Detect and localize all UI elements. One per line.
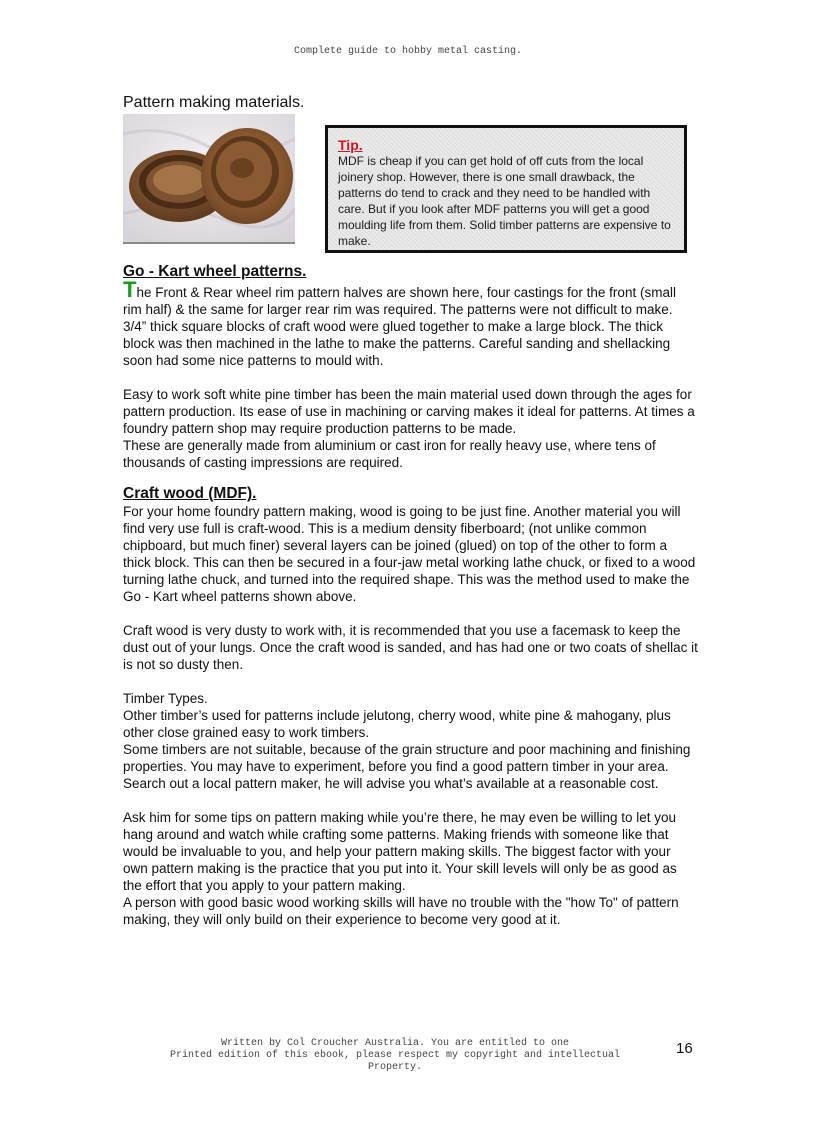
- footer-line-2: Printed edition of this ebook, please respect my copyright and intellectual: [169, 1050, 621, 1061]
- footer-line-1: Written by Col Croucher Australia. You are entitled to one: [220, 1038, 570, 1049]
- footer-copyright: [130, 1038, 660, 1074]
- pattern-photo: [123, 114, 295, 244]
- drop-cap: T: [123, 277, 137, 302]
- tip-box: [325, 125, 687, 253]
- gokart-paragraph-2: Easy to work soft white pine timber has been the main material used down through the ages for pattern production. Its ease of use in machining or carving makes it ideal for patterns. At times a foundry pattern shop may require production patterns to be made.: [123, 387, 695, 436]
- craftwood-paragraph-1: For your home foundry pattern making, wood is going to be just fine. Another material you will find very use full is craft-wood. This is a medium density fiberboard; (not unlike common chipboard, but much finer) several layers can be joined (glued) on top of the other to form a thick block. This can then be secured in a four-jaw metal working lathe chuck, or fixed to a wood turning lathe chuck, and turned into the required shape. This was the method used to make the Go - Kart wheel patterns shown above.: [123, 504, 696, 604]
- craftwood-paragraph-2: Craft wood is very dusty to work with, it is recommended that you use a facemask to keep the dust out of your lungs. Once the craft wood is sanded, and has had one or two coats of shellac it is not so dusty then.: [123, 623, 698, 672]
- timber-heading: Timber Types.: [123, 691, 208, 706]
- timber-paragraph-3: Ask him for some tips on pattern making while you’re there, he may even be willing to let you hang around and watch while crafting some patterns. Making friends with someone like that would be invaluable to you, and help your pattern making skills. The biggest factor with your own pattern making is the practice that you put into it. Your skill levels will only be as good as the effort that you apply to your pattern making.: [123, 810, 677, 893]
- timber-paragraph-1: Other timber’s used for patterns include jelutong, cherry wood, white pine & mahogany, plus other close grained easy to work timbers.: [123, 708, 671, 740]
- gokart-paragraph-1-text: he Front & Rear wheel rim pattern halves are shown here, four castings for the front (small rim half) & the same for larger rear rim was required. The patterns were not difficult to make. 3/4” thick square blocks of craft wood were glued together to make a large block. The thick block was then machined in the lathe to make the patterns. Careful sanding and shellacking soon had some nice patterns to mould with.: [123, 285, 676, 368]
- footer-line-3: Property.: [367, 1062, 422, 1073]
- section-title: Pattern making materials.: [123, 94, 305, 111]
- tip-title: Tip.: [338, 137, 363, 153]
- gokart-paragraph-3: These are generally made from aluminium or cast iron for really heavy use, where tens of thousands of casting impressions are required.: [123, 438, 656, 470]
- tip-text: MDF is cheap if you can get hold of off cuts from the local joinery shop. However, there is one small drawback, the patterns do tend to crack and they need to be handled with care. But if you look after MDF patterns you will get a good moulding life from them. Solid timber patterns are expensive to make.: [338, 154, 671, 248]
- running-header: Complete guide to hobby metal casting.: [293, 46, 523, 57]
- gokart-heading: Go - Kart wheel patterns.: [123, 263, 307, 280]
- wheel-pattern-image: [123, 114, 295, 242]
- craftwood-heading: Craft wood (MDF).: [123, 485, 257, 502]
- main-content: [123, 262, 698, 928]
- timber-paragraph-4: A person with good basic wood working skills will have no trouble with the "how To" of pattern making, they will only build on their experience to become very good at it.: [123, 895, 679, 927]
- page-number: 16: [676, 1040, 693, 1057]
- gokart-paragraph-1: [123, 277, 698, 369]
- timber-paragraph-2: Some timbers are not suitable, because of the grain structure and poor machining and finishing properties. You may have to experiment, before you find a good pattern timber in your area. Search out a local pattern maker, he will advise you what’s available at a reasonable cost.: [123, 742, 691, 791]
